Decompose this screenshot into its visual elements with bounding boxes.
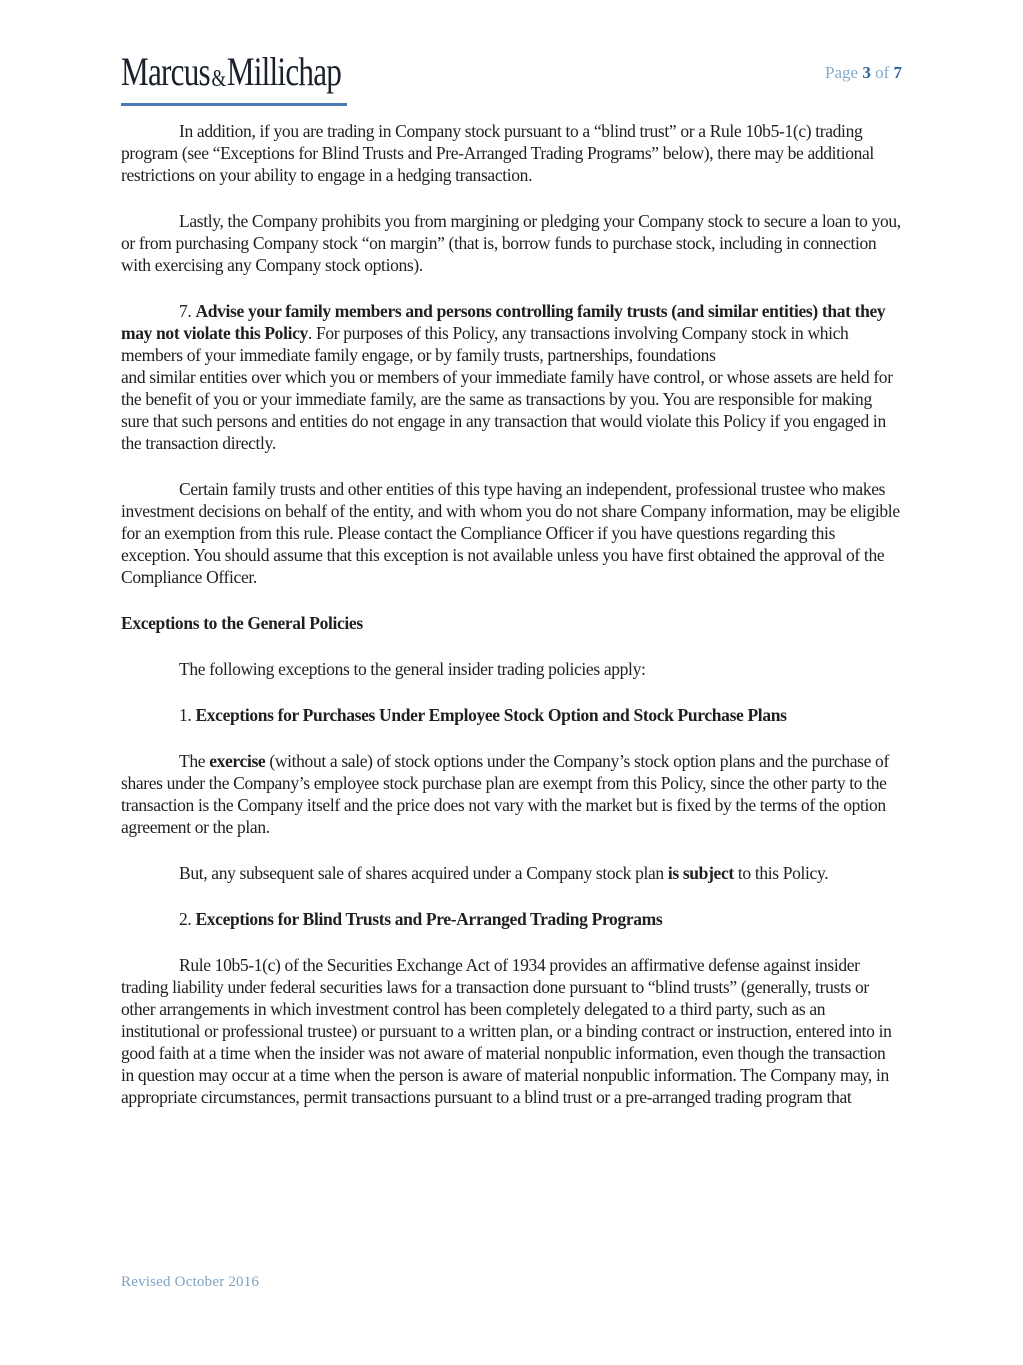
company-logo-text bbox=[121, 50, 341, 101]
page-number-label bbox=[825, 62, 902, 84]
paragraph-exercise-exemption: The exercise (without a sale) of stock options under the Company’s stock option plans and the purchase of shares under the Company’s employee stock purchase plan are exempt from this Policy, since the other party to the transaction is the Company itself and the price does not vary with the market but is fixed by the terms of the option agreement or the plan. bbox=[121, 751, 889, 838]
heading-item1-stock-option-plans: 1. Exceptions for Purchases Under Employee Stock Option and Stock Purchase Plans bbox=[179, 705, 787, 726]
heading-item2-blind-trusts: 2. Exceptions for Blind Trusts and Pre-Arranged Trading Programs bbox=[179, 909, 663, 930]
of-word: of bbox=[870, 63, 894, 82]
paragraph-subsequent-sale: But, any subsequent sale of shares acquired under a Company stock plan is subject to this Policy. bbox=[179, 863, 829, 884]
paragraph-exceptions-intro: The following exceptions to the general insider trading policies apply: bbox=[179, 659, 646, 680]
logo-underline bbox=[121, 103, 347, 106]
heading-exceptions-general-policies: Exceptions to the General Policies bbox=[121, 613, 363, 634]
company-logo bbox=[121, 50, 361, 106]
logo-part-marcus: Marcus bbox=[121, 49, 210, 94]
page-total-number: 7 bbox=[893, 63, 902, 82]
logo-ampersand: & bbox=[211, 66, 226, 93]
revision-footer: Revised October 2016 bbox=[121, 1274, 260, 1290]
paragraph-margin-pledge-prohibition: Lastly, the Company prohibits you from margining or pledging your Company stock to secure a loan to you, or from purchasing Company stock “on margin” (that is, borrow funds to purchase stock, including in connection with exercising any Company stock options). bbox=[121, 211, 901, 276]
document-header bbox=[121, 50, 902, 106]
paragraph-rule-10b5-1c: Rule 10b5-1(c) of the Securities Exchange Act of 1934 provides an affirmative defense against insider trading liability under federal securities laws for a transaction done pursuant to “blind trusts” (generally, trusts or other arrangements in which investment control has been completely delegated to a third party, such as an institutional or professional trustee) or pursuant to a written plan, or a binding contract or instruction, entered into in good faith at a time when the insider was not aware of material nonpublic information, even though the transaction in question may occur at a time when the person is aware of material nonpublic information. The Company may, in appropriate circumstances, permit transactions pursuant to a blind trust or a pre-arranged trading program that bbox=[121, 955, 892, 1108]
page-current-number: 3 bbox=[862, 63, 871, 82]
page-word: Page bbox=[825, 63, 863, 82]
paragraph-blind-trust-restrictions: In addition, if you are trading in Company stock pursuant to a “blind trust” or a Rule 10b5-1(c) trading program (see “Exceptions for Blind Trusts and Pre-Arranged Trading Programs” below), there may be additional restrictions on your ability to engage in a hedging transaction. bbox=[121, 121, 874, 186]
paragraph-family-trust-exemption: Certain family trusts and other entities of this type having an independent, professional trustee who makes investment decisions on behalf of the entity, and with whom you do not share Company information, may be eligible for an exemption from this rule. Please contact the Compliance Officer if you have questions regarding this exception. You should assume that this exception is not available unless you have first obtained the approval of the Compliance Officer. bbox=[121, 479, 900, 588]
paragraph-item7-family-members: 7. Advise your family members and persons controlling family trusts (and similar entities) that they may not violate this Policy. For purposes of this Policy, any transactions involving Company stock in which members of your immediate family engage, or by family trusts, partnerships, foundations and similar entities over which you or members of your immediate family have control, or whose assets are held for the benefit of you or your immediate family, are the same as transactions by you. You are responsible for making sure that such persons and entities do not engage in any transaction that would violate this Policy if you engaged in the transaction directly. bbox=[121, 301, 893, 454]
logo-part-millichap: Millichap bbox=[226, 49, 342, 94]
